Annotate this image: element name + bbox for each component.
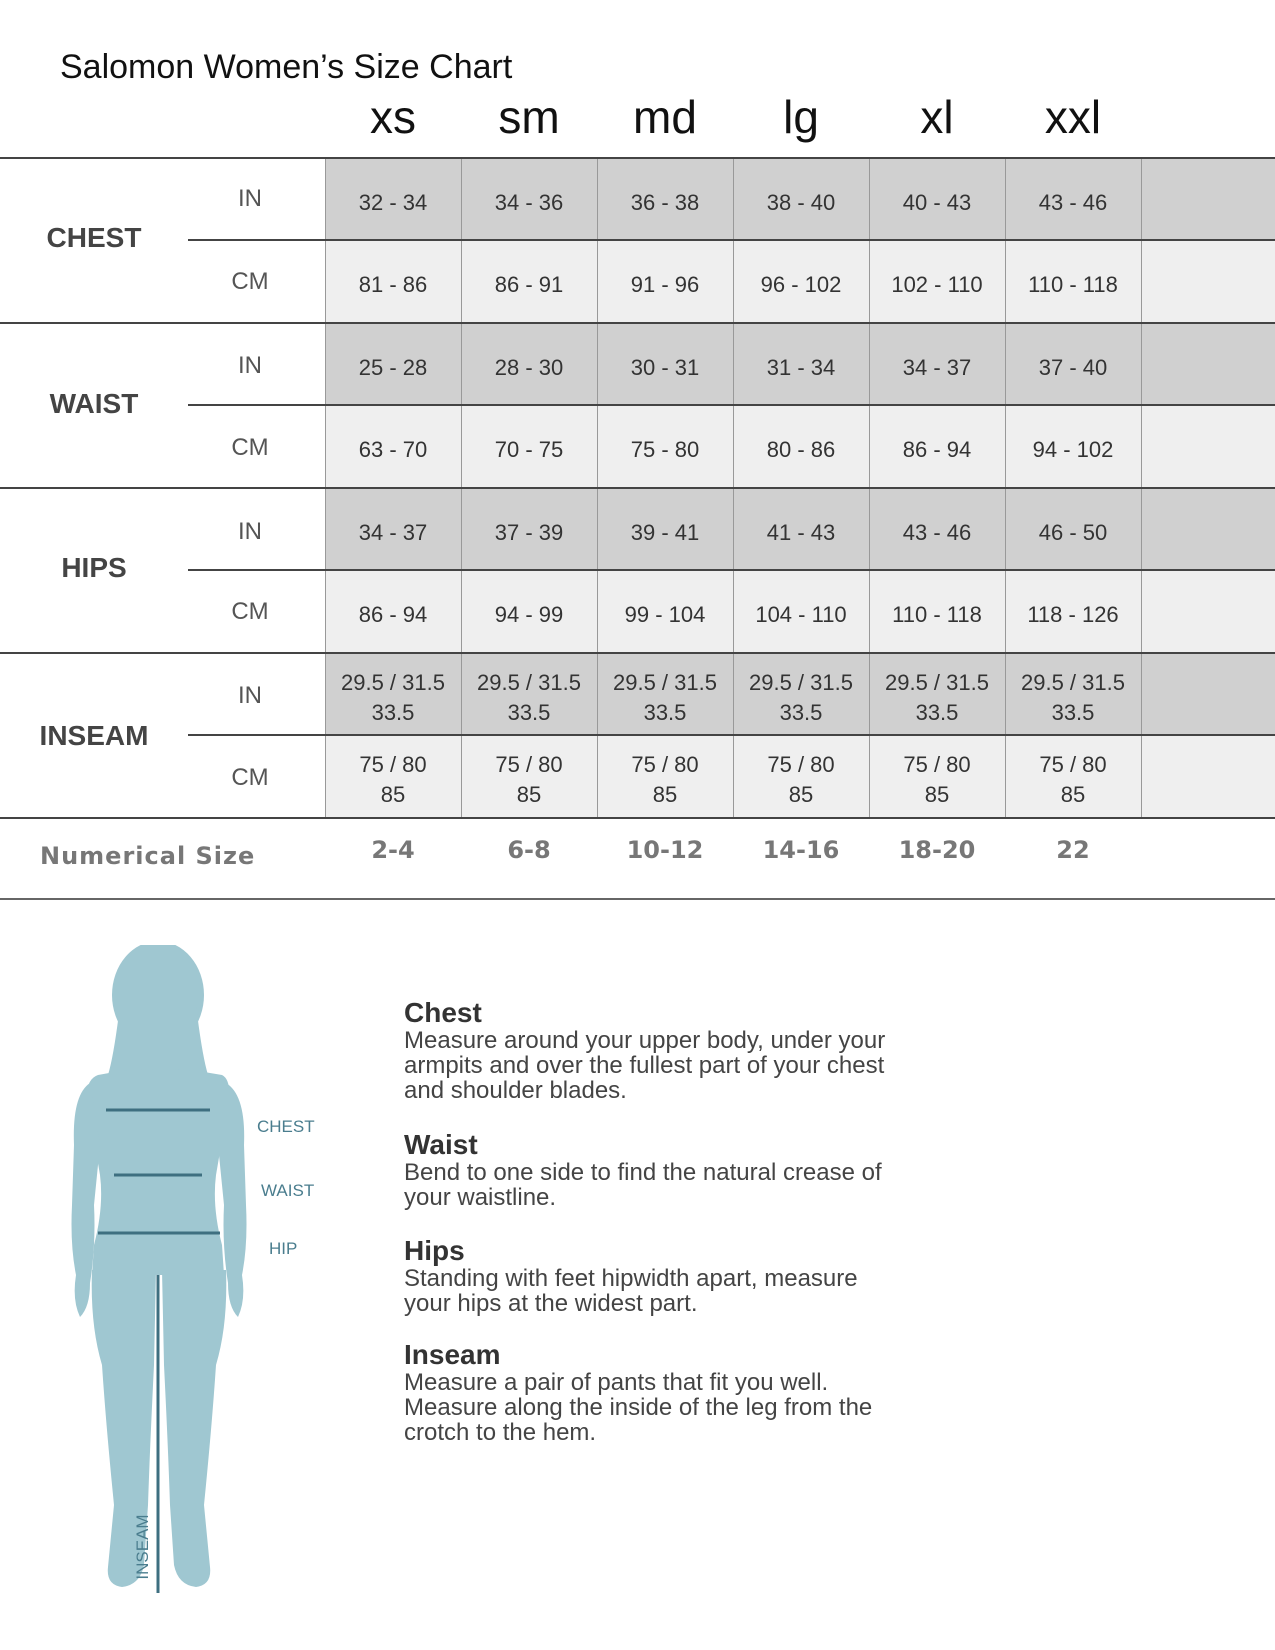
unit-cm-label: CM: [231, 764, 269, 791]
unit-in-label: IN: [238, 682, 262, 709]
unit-cm-label: CM: [231, 434, 269, 461]
unit-cm-label: CM: [231, 598, 269, 625]
size-header-sm: sm: [498, 91, 560, 143]
cell-line: 29.5 / 31.5: [1021, 670, 1125, 695]
waist-description: [404, 1130, 924, 1210]
chest-figure-label: CHEST: [257, 1117, 315, 1136]
divider: [0, 898, 1275, 900]
body-silhouette-icon: [50, 945, 370, 1605]
divider: [188, 734, 1275, 736]
page-title: Salomon Women’s Size Chart: [60, 48, 513, 86]
table-cell: 99 - 104: [624, 602, 706, 627]
table-cell: 34 - 37: [358, 520, 428, 545]
cell-line: 29.5 / 31.5: [613, 670, 717, 695]
inseam-description: [404, 1340, 924, 1445]
cell-line: 33.5: [371, 700, 415, 725]
table-cell: 75 - 80: [630, 437, 700, 462]
table-cell: 43 - 46: [902, 520, 972, 545]
cell-line: 33.5: [1051, 700, 1095, 725]
size-header-xs: xs: [370, 91, 416, 143]
divider: [0, 157, 1275, 159]
table-cell: [1005, 750, 1141, 810]
description-line: and shoulder blades.: [404, 1077, 627, 1104]
numerical-size-value: 10-12: [626, 836, 704, 864]
cell-line: 75 / 80: [1039, 752, 1107, 777]
numerical-size-value: 14-16: [762, 836, 840, 864]
description-line: Bend to one side to find the natural crease of: [404, 1159, 882, 1186]
table-cell: [869, 668, 1005, 728]
cell-line: 85: [516, 782, 542, 807]
table-cell: [733, 750, 869, 810]
divider: [0, 817, 1275, 819]
table-cell: 63 - 70: [358, 437, 428, 462]
divider: [188, 569, 1275, 571]
table-cell: 40 - 43: [902, 190, 972, 215]
description-line: armpits and over the fullest part of your chest: [404, 1052, 885, 1079]
chest-label: CHEST: [46, 222, 142, 253]
table-cell: 94 - 102: [1032, 437, 1114, 462]
table-cell: 94 - 99: [494, 602, 564, 627]
hips-description-title: Hips: [404, 1235, 465, 1266]
size-header-xxl: xxl: [1044, 91, 1102, 143]
table-cell: 31 - 34: [766, 355, 836, 380]
size-header-lg: lg: [783, 91, 819, 143]
hip-figure-label: HIP: [269, 1239, 298, 1258]
table-cell: [325, 750, 461, 810]
waist-figure-label: WAIST: [261, 1181, 315, 1200]
table-cell: [733, 668, 869, 728]
table-cell: [597, 750, 733, 810]
inseam-description-title: Inseam: [404, 1339, 501, 1370]
size-header-xl: xl: [920, 91, 954, 143]
body-figure: [50, 945, 370, 1605]
cell-line: 85: [652, 782, 678, 807]
waist-description-title: Waist: [404, 1129, 478, 1160]
table-cell: 46 - 50: [1038, 520, 1108, 545]
waist-label: WAIST: [49, 388, 139, 419]
inseam-label: INSEAM: [39, 720, 149, 751]
size-header-md: md: [633, 91, 697, 143]
table-cell: [869, 750, 1005, 810]
table-cell: 81 - 86: [358, 272, 428, 297]
table-cell: [461, 750, 597, 810]
table-cell: 25 - 28: [358, 355, 428, 380]
table-cell: 80 - 86: [766, 437, 836, 462]
table-cell: 37 - 40: [1038, 355, 1108, 380]
cell-line: 85: [380, 782, 406, 807]
table-cell: 118 - 126: [1027, 602, 1119, 627]
cell-line: 33.5: [643, 700, 687, 725]
table-cell: 34 - 37: [902, 355, 972, 380]
table-cell: [1005, 668, 1141, 728]
divider: [188, 404, 1275, 406]
numerical-size-value: 2-4: [371, 836, 415, 864]
chest-description: [404, 998, 924, 1103]
table-cell: [461, 668, 597, 728]
cell-line: 29.5 / 31.5: [341, 670, 445, 695]
cell-line: 75 / 80: [631, 752, 699, 777]
table-cell: 28 - 30: [494, 355, 564, 380]
table-cell: 86 - 91: [494, 272, 564, 297]
table-cell: 110 - 118: [892, 602, 982, 627]
cell-line: 33.5: [915, 700, 959, 725]
hips-description: [404, 1236, 924, 1316]
table-cell: [325, 668, 461, 728]
cell-line: 29.5 / 31.5: [477, 670, 581, 695]
table-cell: 104 - 110: [755, 602, 847, 627]
cell-line: 85: [788, 782, 814, 807]
hips-label: HIPS: [61, 552, 127, 583]
description-line: your waistline.: [404, 1184, 557, 1211]
cell-line: 75 / 80: [767, 752, 835, 777]
cell-line: 29.5 / 31.5: [885, 670, 989, 695]
table-cell: 34 - 36: [494, 190, 564, 215]
numerical-size-label: Numerical Size: [40, 842, 256, 870]
description-line: Measure around your upper body, under your: [404, 1027, 886, 1054]
table-cell: 70 - 75: [494, 437, 564, 462]
table-cell: 39 - 41: [630, 520, 700, 545]
table-cell: 36 - 38: [630, 190, 700, 215]
table-cell: 86 - 94: [902, 437, 972, 462]
inseam-figure-label: INSEAM: [133, 1514, 152, 1580]
cell-line: 85: [1060, 782, 1086, 807]
cell-line: 85: [924, 782, 950, 807]
divider: [0, 487, 1275, 489]
divider: [188, 239, 1275, 241]
numerical-size-value: 6-8: [507, 836, 551, 864]
unit-in-label: IN: [238, 185, 262, 212]
cell-line: 75 / 80: [495, 752, 563, 777]
cell-line: 29.5 / 31.5: [749, 670, 853, 695]
unit-cm-label: CM: [231, 268, 269, 295]
cell-line: 75 / 80: [903, 752, 971, 777]
description-line: Measure a pair of pants that fit you well.: [404, 1369, 829, 1396]
divider: [0, 322, 1275, 324]
table-cell: 102 - 110: [891, 272, 983, 297]
table-cell: 41 - 43: [766, 520, 836, 545]
numerical-size-value: 18-20: [898, 836, 976, 864]
description-line: your hips at the widest part.: [404, 1290, 698, 1317]
table-cell: 91 - 96: [630, 272, 700, 297]
table-cell: [597, 668, 733, 728]
table-cell: 32 - 34: [358, 190, 428, 215]
unit-in-label: IN: [238, 518, 262, 545]
table-cell: 30 - 31: [630, 355, 700, 380]
description-line: Standing with feet hipwidth apart, measure: [404, 1265, 858, 1292]
cell-line: 33.5: [779, 700, 823, 725]
table-cell: 86 - 94: [358, 602, 428, 627]
description-line: Measure along the inside of the leg from the: [404, 1394, 873, 1421]
numerical-size-value: 22: [1056, 836, 1090, 864]
table-cell: 110 - 118: [1028, 272, 1118, 297]
description-line: crotch to the hem.: [404, 1419, 597, 1446]
table-cell: 37 - 39: [494, 520, 564, 545]
cell-line: 33.5: [507, 700, 551, 725]
chest-description-title: Chest: [404, 997, 482, 1028]
table-cell: 38 - 40: [766, 190, 836, 215]
table-cell: 96 - 102: [760, 272, 842, 297]
unit-in-label: IN: [238, 352, 262, 379]
table-cell: 43 - 46: [1038, 190, 1108, 215]
divider: [0, 652, 1275, 654]
cell-line: 75 / 80: [359, 752, 427, 777]
